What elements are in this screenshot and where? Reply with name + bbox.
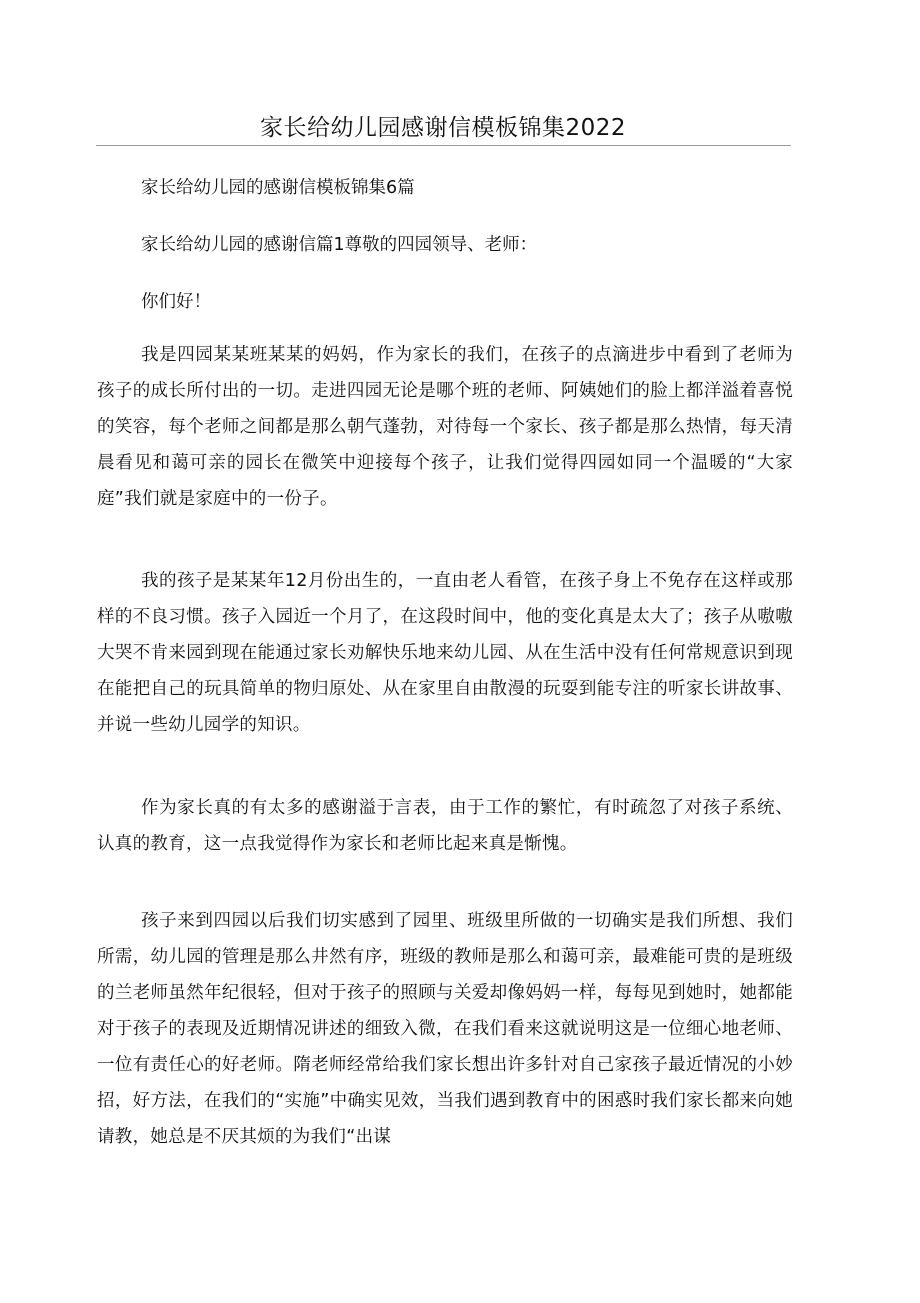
title-divider (96, 145, 791, 146)
letter-greeting: 你们好！ (141, 292, 211, 312)
letter-heading: 家长给幼儿园的感谢信篇1尊敬的四园领导、老师： (141, 235, 538, 255)
body-paragraph-2: 我的孩子是某某年12月份出生的，一直由老人看管，在孩子身上不免存在这样或那样的不良习惯。孩子入园近一个月了，在这段时间中，他的变化真是太大了；孩子从嗷嗷大哭不肯来园到现在能通过家长劝解快乐地来幼儿园、从在生活中没有任何常规意识到现在能把自己的玩具简单的物归原处、从在家里自由散漫的玩耍到能专注的听家长讲故事、并说一些幼儿园学的知识。 (97, 571, 793, 735)
document-title: 家长给幼儿园感谢信模板锦集2022 (259, 115, 627, 141)
body-paragraph-1: 我是四园某某班某某的妈妈，作为家长的我们，在孩子的点滴进步中看到了老师为孩子的成长所付出的一切。走进四园无论是哪个班的老师、阿姨她们的脸上都洋溢着喜悦的笑容，每个老师之间都是那么朝气蓬勃，对待每一个家长、孩子都是那么热情，每天清晨看见和蔼可亲的园长在微笑中迎接每个孩子，让我们觉得四园如同一个温暖的“大家庭”我们就是家庭中的一份子。 (97, 345, 793, 509)
body-paragraph-3: 作为家长真的有太多的感谢溢于言表，由于工作的繁忙，有时疏忽了对孩子系统、认真的教育，这一点我觉得作为家长和老师比起来真是惭愧。 (97, 798, 793, 854)
body-paragraph-4: 孩子来到四园以后我们切实感到了园里、班级里所做的一切确实是我们所想、我们所需，幼儿园的管理是那么井然有序，班级的教师是那么和蔼可亲，最难能可贵的是班级的兰老师虽然年纪很轻，但对于孩子的照顾与关爱却像妈妈一样，每每见到她时，她都能对于孩子的表现及近期情况讲述的细致入微，在我们看来这就说明这是一位细心地老师、一位有责任心的好老师。隋老师经常给我们家长想出许多针对自己家孩子最近情况的小妙招，好方法，在我们的“实施”中确实见效，当我们遇到教育中的困惑时我们家长都来向她请教，她总是不厌其烦的为我们“出谋 (97, 911, 793, 1147)
document-subtitle: 家长给幼儿园的感谢信模板锦集6篇 (141, 178, 415, 198)
